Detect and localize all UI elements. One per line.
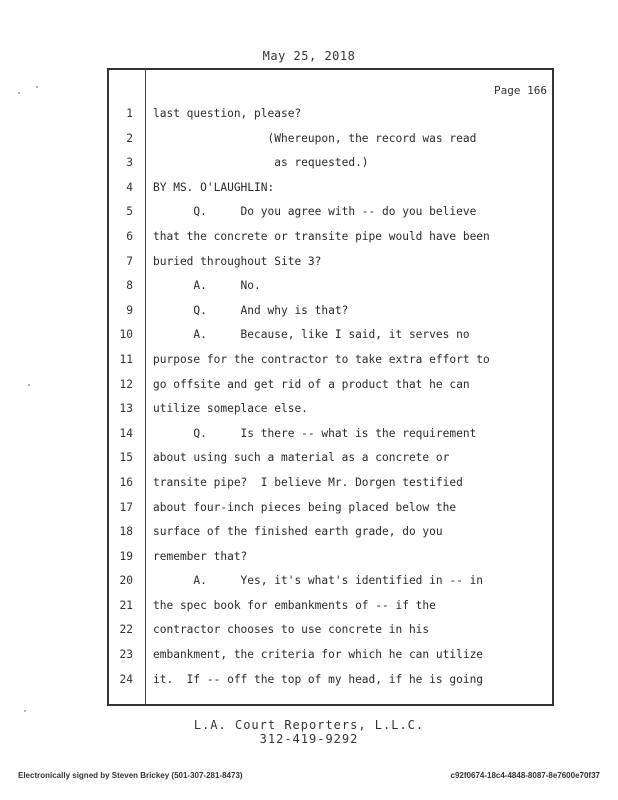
line-number: 13 xyxy=(119,402,133,416)
line-text: remember that? xyxy=(153,549,248,563)
line-text: go offsite and get rid of a product that he can xyxy=(153,377,470,391)
line-number: 24 xyxy=(119,672,133,686)
line-number: 12 xyxy=(119,377,133,391)
transcript-line xyxy=(107,225,554,250)
line-text: A. Yes, it's what's identified in -- in xyxy=(153,574,484,588)
transcript-line xyxy=(107,496,554,521)
line-number: 16 xyxy=(119,475,133,489)
line-text: Q. Is there -- what is the requirement xyxy=(153,426,477,440)
line-number: 11 xyxy=(119,352,133,366)
line-number: 17 xyxy=(119,500,133,514)
line-number: 2 xyxy=(126,131,133,145)
line-number: 23 xyxy=(119,648,133,662)
transcript-line xyxy=(107,102,554,127)
transcript-line xyxy=(107,397,554,422)
transcript-line xyxy=(107,274,554,299)
line-text: BY MS. O'LAUGHLIN: xyxy=(153,180,275,194)
transcript-line xyxy=(107,643,554,668)
transcript-line xyxy=(107,520,554,545)
line-text: Q. Do you agree with -- do you believe xyxy=(153,205,477,219)
transcript-lines xyxy=(107,102,554,692)
line-number: 9 xyxy=(126,303,133,317)
line-text: surface of the finished earth grade, do you xyxy=(153,525,443,539)
line-number: 5 xyxy=(126,205,133,219)
line-number: 8 xyxy=(126,279,133,293)
line-number: 14 xyxy=(119,426,133,440)
line-text: about using such a material as a concrete or xyxy=(153,451,450,465)
line-number: 15 xyxy=(119,451,133,465)
court-reporter-phone: 312-419-9292 xyxy=(259,732,359,746)
line-number: 1 xyxy=(126,107,133,120)
transcript-line xyxy=(107,422,554,447)
line-number: 19 xyxy=(119,549,133,563)
transcript-line xyxy=(107,668,554,693)
line-number: 20 xyxy=(119,574,133,588)
line-text: contractor chooses to use concrete in his xyxy=(153,623,430,637)
scan-speck xyxy=(28,384,30,386)
transcript-line xyxy=(107,471,554,496)
scan-speck xyxy=(24,710,26,712)
court-reporter-firm: L.A. Court Reporters, L.L.C. xyxy=(193,718,425,732)
line-text: that the concrete or transite pipe would have been xyxy=(153,229,490,243)
line-text: transite pipe? I believe Mr. Dorgen testified xyxy=(153,475,463,489)
line-text: it. If -- off the top of my head, if he is going xyxy=(153,672,484,686)
line-text: A. Because, like I said, it serves no xyxy=(153,328,470,342)
line-number: 18 xyxy=(119,525,133,539)
line-text: utilize someplace else. xyxy=(153,402,308,416)
line-text: about four-inch pieces being placed below the xyxy=(153,500,457,514)
transcript-line xyxy=(107,151,554,176)
transcript-line xyxy=(107,446,554,471)
line-text: Q. And why is that? xyxy=(153,303,349,317)
transcript-line xyxy=(107,348,554,373)
transcript-line xyxy=(107,618,554,643)
transcript-line xyxy=(107,594,554,619)
transcript-line xyxy=(107,323,554,348)
page-number: Page 166 xyxy=(494,84,547,97)
deposition-date: May 25, 2018 xyxy=(262,49,356,63)
electronic-signature-note: Electronically signed by Steven Brickey (501-307-281-8473) xyxy=(18,771,243,780)
line-number: 6 xyxy=(126,229,133,243)
transcript-line xyxy=(107,373,554,398)
transcript-line xyxy=(107,176,554,201)
line-number: 10 xyxy=(119,328,133,342)
line-number: 3 xyxy=(126,156,133,170)
document-id: c92f0674-18c4-4848-8087-8e7600e70f37 xyxy=(450,771,600,780)
transcript-line xyxy=(107,127,554,152)
line-text: purpose for the contractor to take extra effort to xyxy=(153,352,490,366)
scan-speck xyxy=(36,86,38,88)
line-text: last question, please? xyxy=(153,107,302,120)
line-text: buried throughout Site 3? xyxy=(153,254,322,268)
transcript-line xyxy=(107,569,554,594)
line-number: 21 xyxy=(119,598,133,612)
line-text: as requested.) xyxy=(153,156,369,170)
line-number: 22 xyxy=(119,623,133,637)
scan-speck xyxy=(18,92,20,94)
line-text: A. No. xyxy=(153,279,261,293)
transcript-line xyxy=(107,299,554,324)
line-number: 4 xyxy=(126,180,133,194)
transcript-line xyxy=(107,200,554,225)
line-text: the spec book for embankments of -- if the xyxy=(153,598,436,612)
transcript-line xyxy=(107,250,554,275)
transcript-line xyxy=(107,545,554,570)
line-text: embankment, the criteria for which he can utilize xyxy=(153,648,484,662)
line-text: (Whereupon, the record was read xyxy=(153,131,477,145)
line-number: 7 xyxy=(126,254,133,268)
